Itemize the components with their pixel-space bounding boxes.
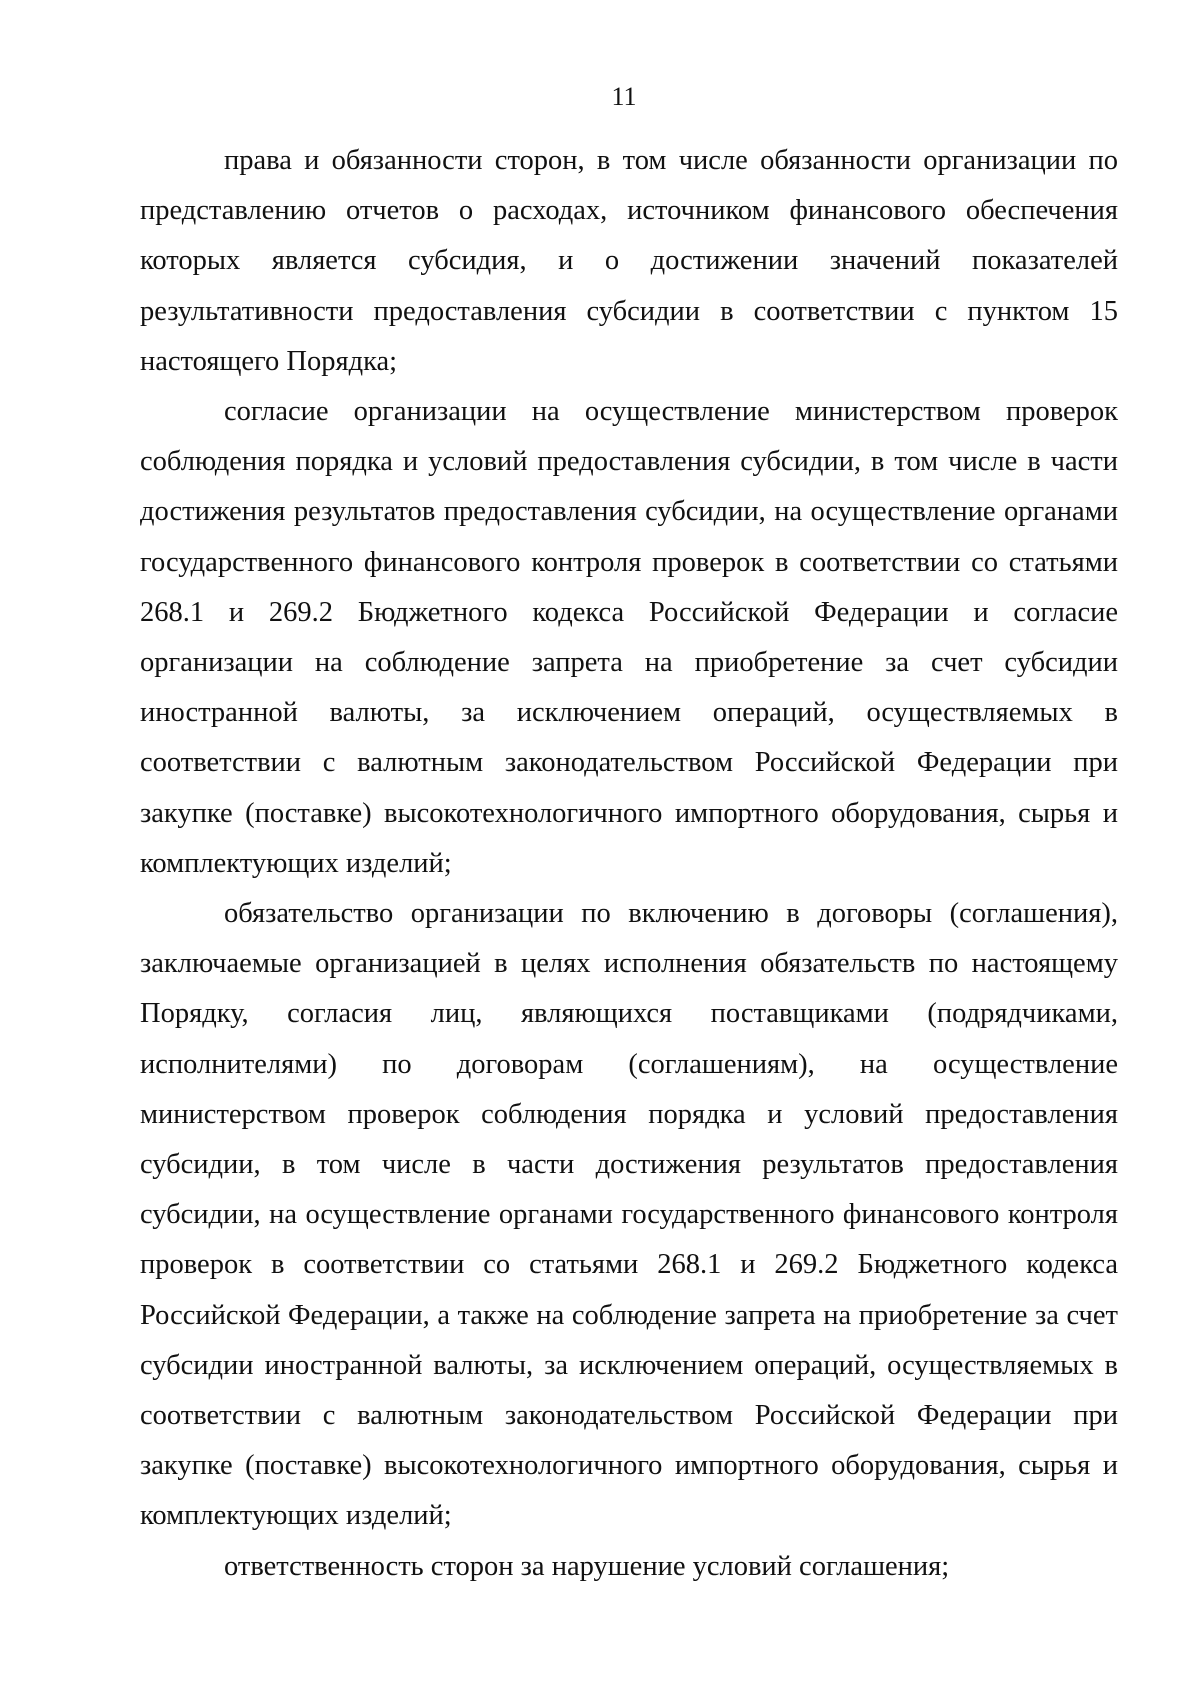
paragraph-rights-and-obligations: права и обязанности сторон, в том числе обязанности организации по представлению отчетов о расходах, источником финансового обеспечения которых является субсидия, и о достижении значений показателей результативности предоставления субсидии в соответствии с пунктом 15 настоящего Порядка; (140, 145, 1118, 377)
document-body (140, 136, 1118, 1592)
paragraph-consent-to-inspections: согласие организации на осуществление министерством проверок соблюдения порядка и условий предоставления субсидии, в том числе в части достижения результатов предоставления субсидии, на осуществление органами государственного финансового контроля проверок в соответствии со статьями 268.1 и 269.2 Бюджетного кодекса Российской Федерации и согласие организации на соблюдение запрета на приобретение за счет субсидии иностранной валюты, за исключением операций, осуществляемых в соответствии с валютным законодательством Российской Федерации при закупке (поставке) высокотехнологичного импортного оборудования, сырья и комплектующих изделий; (140, 396, 1118, 879)
page-number: 11 (611, 82, 637, 111)
paragraph-obligation-contracts: обязательство организации по включению в договоры (соглашения), заключаемые организацией в целях исполнения обязательств по настоящему Порядку, согласия лиц, являющихся поставщиками (подрядчиками, исполнителями) по договорам (соглашениям), на осуществление министерством проверок соблюдения порядка и условий предоставления субсидии, в том числе в части достижения результатов предоставления субсидии, на осуществление органами государственного финансового контроля проверок в соответствии со статьями 268.1 и 269.2 Бюджетного кодекса Российской Федерации, а также на соблюдение запрета на приобретение за счет субсидии иностранной валюты, за исключением операций, осуществляемых в соответствии с валютным законодательством Российской Федерации при закупке (поставке) высокотехнологичного импортного оборудования, сырья и комплектующих изделий; (140, 898, 1118, 1532)
paragraph-responsibility: ответственность сторон за нарушение условий соглашения; (224, 1550, 950, 1582)
